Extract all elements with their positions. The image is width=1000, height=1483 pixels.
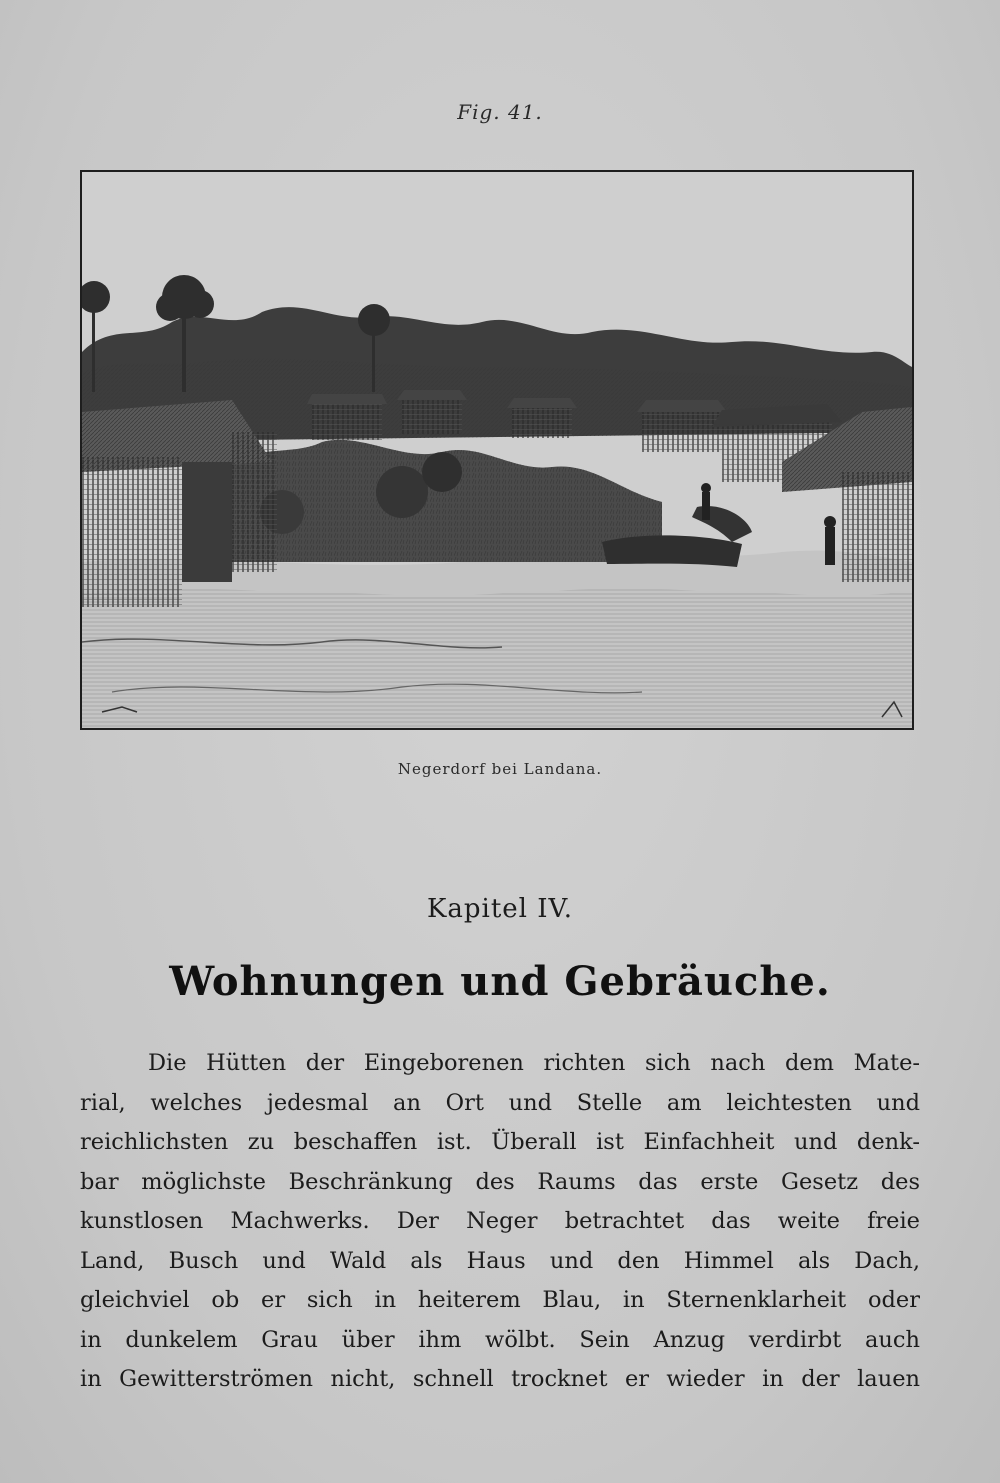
chapter-title: Wohnungen und Gebräuche. [169, 958, 831, 1005]
figure-label: Fig. 41. [457, 100, 543, 124]
chapter-number: Kapitel IV. [426, 894, 574, 924]
village-illustration [80, 170, 914, 730]
text-line: Die Hütten der Eingeborenen richten sich nach dem Mate- [148, 1050, 920, 1076]
text-line: in dunkelem Grau über ihm wölbt. Sein Anzug verdirbt auch [80, 1326, 920, 1353]
text-line: rial, welches jedesmal an Ort und Stelle am leichtesten und [80, 1089, 920, 1116]
text-line: kunstlosen Machwerks. Der Neger betrachtet das weite freie [80, 1208, 920, 1234]
text-line: reichlichsten zu beschaffen ist. Überall ist Einfachheit und denk- [80, 1129, 920, 1155]
body-text [80, 1044, 920, 1400]
village-engraving [82, 172, 912, 728]
text-line: in Gewitterströmen nicht, schnell trocknet er wieder in der lauen [80, 1366, 920, 1392]
text-line: gleichviel ob er sich in heiterem Blau, in Sternenklarheit oder [80, 1287, 920, 1313]
text-line: bar möglichste Beschränkung des Raums das erste Gesetz des [80, 1168, 920, 1195]
figure-caption: Negerdorf bei Landana. [397, 760, 603, 778]
text-line: Land, Busch und Wald als Haus und den Himmel als Dach, [80, 1247, 920, 1274]
